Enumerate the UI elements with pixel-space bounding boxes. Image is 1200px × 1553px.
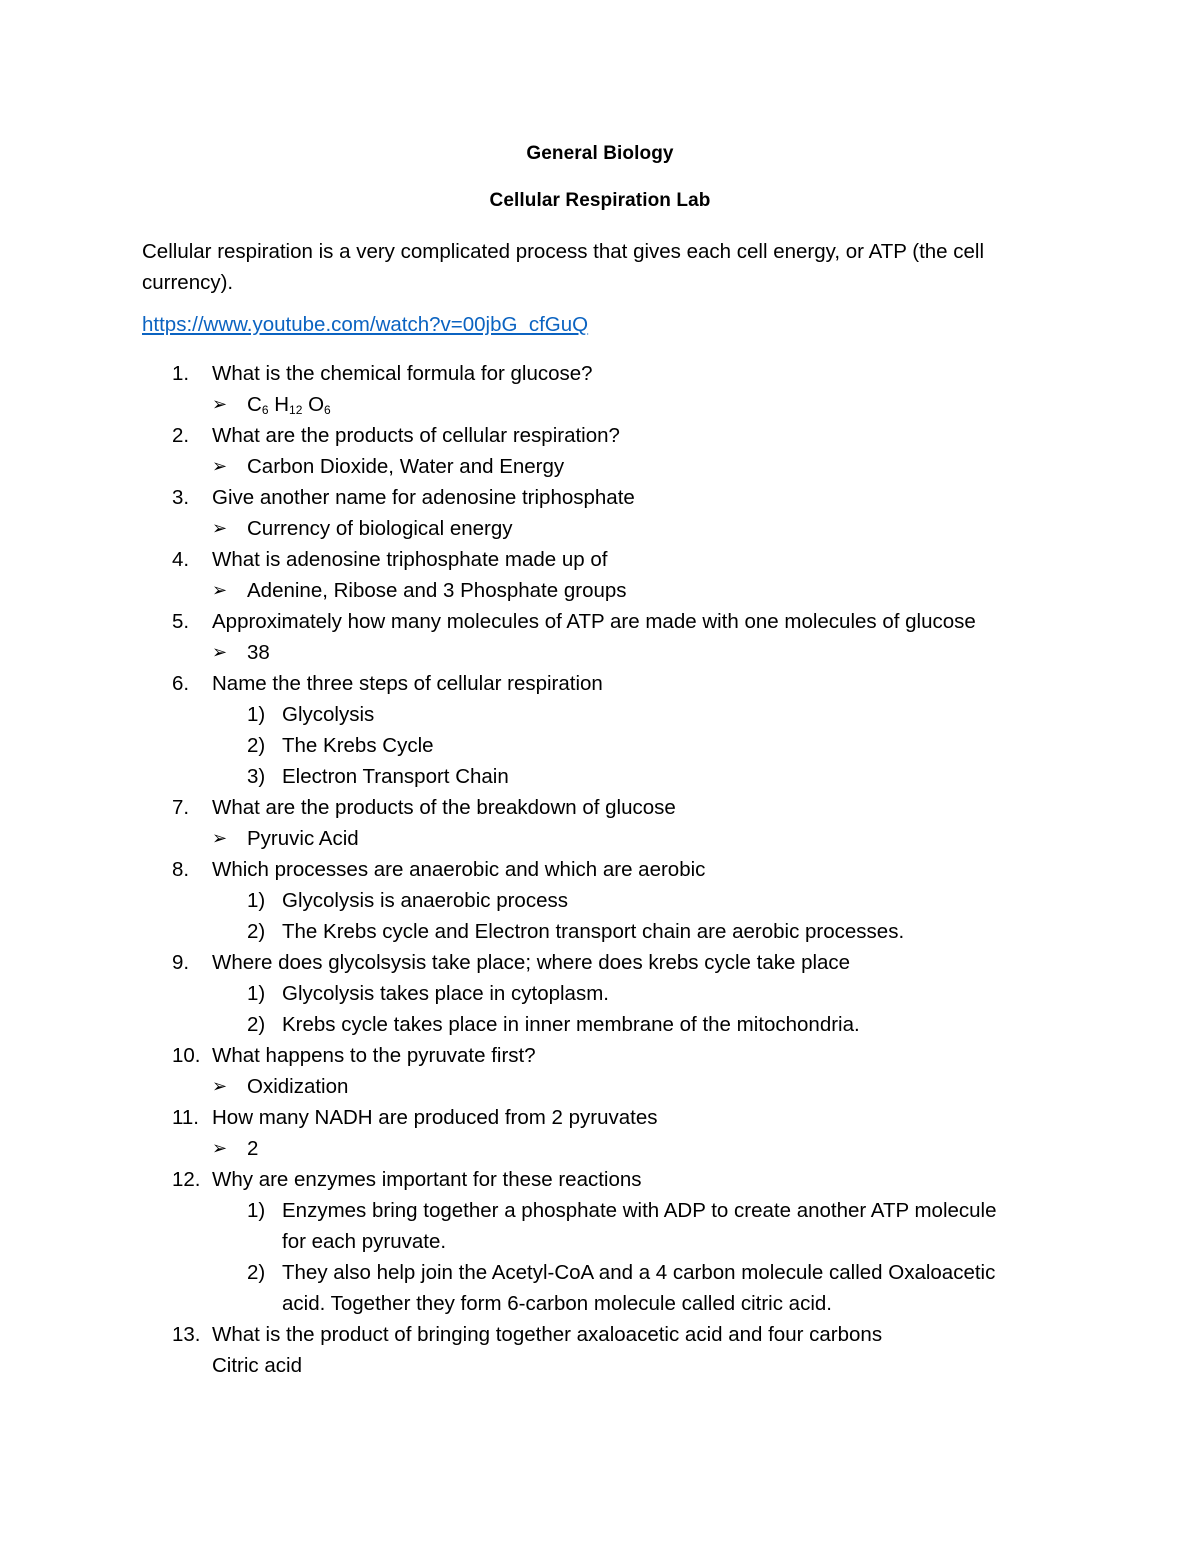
arrow-bullet-icon: ➢: [212, 828, 228, 848]
answer-text: Pyruvic Acid: [247, 827, 359, 850]
question-number: 11.: [172, 1106, 199, 1129]
question-row: [0, 1319, 1200, 1350]
sub-answer-continuation: [0, 1226, 1200, 1257]
question-row: [0, 792, 1200, 823]
question-number: 13.: [172, 1323, 201, 1346]
arrow-bullet-icon: ➢: [212, 518, 228, 538]
page-subtitle: Cellular Respiration Lab: [489, 190, 711, 211]
question-text: Which processes are anaerobic and which are aerobic: [212, 858, 706, 881]
sub-answer-row: [0, 885, 1200, 916]
question-number: 10.: [172, 1044, 201, 1067]
sub-answer-text: Glycolysis takes place in cytoplasm.: [282, 982, 609, 1005]
question-text: Name the three steps of cellular respiration: [212, 672, 603, 695]
sub-answer-number: 2): [247, 920, 266, 943]
glucose-formula: $C_6$ $H_{12}$ $O_6$: [247, 393, 331, 417]
sub-answer-row: [0, 1195, 1200, 1226]
sub-answer-number: 1): [247, 1199, 266, 1222]
answer-text: Carbon Dioxide, Water and Energy: [247, 455, 565, 478]
question-text: Why are enzymes important for these reactions: [212, 1168, 642, 1191]
intro-line-2: currency).: [142, 271, 234, 294]
answer-text: 38: [247, 641, 270, 664]
sub-answer-number: 1): [247, 889, 266, 912]
sub-answer-text: Krebs cycle takes place in inner membrane of the mitochondria.: [282, 1013, 860, 1036]
question-row: [0, 606, 1200, 637]
sub-answer-row: [0, 761, 1200, 792]
youtube-link[interactable]: https://www.youtube.com/watch?v=00jbG_cfGuQ: [142, 313, 589, 336]
question-row: [0, 358, 1200, 389]
sub-answer-text: for each pyruvate.: [282, 1230, 447, 1253]
question-number: 12.: [172, 1168, 201, 1191]
question-row: [0, 1102, 1200, 1133]
sub-answer-text: acid. Together they form 6-carbon molecule called citric acid.: [282, 1292, 832, 1315]
page-title: General Biology: [526, 143, 674, 164]
sub-answer-row: [0, 916, 1200, 947]
sub-answer-number: 2): [247, 734, 266, 757]
question-number: 1.: [172, 362, 190, 385]
sub-answer-text: Glycolysis: [282, 703, 375, 726]
question-text: What is the product of bringing together axaloacetic acid and four carbons: [212, 1323, 883, 1346]
answer-row: [0, 823, 1200, 854]
question-number: 9.: [172, 951, 190, 974]
question-row: [0, 854, 1200, 885]
answer-text: Currency of biological energy: [247, 517, 513, 540]
arrow-bullet-icon: ➢: [212, 580, 228, 600]
answer-text: Adenine, Ribose and 3 Phosphate groups: [247, 579, 627, 602]
arrow-bullet-icon: ➢: [212, 394, 228, 414]
question-text: What happens to the pyruvate first?: [212, 1044, 536, 1067]
sub-answer-text: They also help join the Acetyl-CoA and a 4 carbon molecule called Oxaloacetic: [282, 1261, 996, 1284]
answer-text: 2: [247, 1137, 259, 1160]
answer-text: Citric acid: [212, 1354, 302, 1377]
sub-answer-row: [0, 699, 1200, 730]
sub-answer-number: 2): [247, 1261, 266, 1284]
question-text: What is adenosine triphosphate made up of: [212, 548, 608, 571]
sub-answer-text: The Krebs cycle and Electron transport chain are aerobic processes.: [282, 920, 905, 943]
sub-answer-number: 1): [247, 982, 266, 1005]
sub-answer-number: 3): [247, 765, 266, 788]
sub-answer-row: [0, 1257, 1200, 1288]
sub-answer-row: [0, 1009, 1200, 1040]
question-number: 4.: [172, 548, 190, 571]
intro-paragraph: [142, 236, 1052, 298]
sub-answer-text: Enzymes bring together a phosphate with ADP to create another ATP molecule: [282, 1199, 997, 1222]
answer-text: Oxidization: [247, 1075, 349, 1098]
arrow-bullet-icon: ➢: [212, 456, 228, 476]
sub-answer-number: 1): [247, 703, 266, 726]
question-row: [0, 544, 1200, 575]
question-row: [0, 1040, 1200, 1071]
question-number: 8.: [172, 858, 190, 881]
question-text: What are the products of cellular respiration?: [212, 424, 620, 447]
answer-row: [0, 1133, 1200, 1164]
question-text: Approximately how many molecules of ATP are made with one molecules of glucose: [212, 610, 976, 633]
question-number: 2.: [172, 424, 190, 447]
question-text: Where does glycolsysis take place; where does krebs cycle take place: [212, 951, 851, 974]
question-list: [0, 358, 1200, 1381]
question-row: [0, 482, 1200, 513]
answer-row: [0, 1071, 1200, 1102]
sub-answer-row: [0, 730, 1200, 761]
sub-answer-text: Glycolysis is anaerobic process: [282, 889, 568, 912]
question-text: Give another name for adenosine triphosphate: [212, 486, 635, 509]
question-row: [0, 1164, 1200, 1195]
answer-row: [0, 575, 1200, 606]
question-text: What is the chemical formula for glucose?: [212, 362, 593, 385]
question-number: 7.: [172, 796, 190, 819]
sub-answer-text: Electron Transport Chain: [282, 765, 509, 788]
answer-row: [0, 389, 1200, 420]
question-number: 5.: [172, 610, 190, 633]
question-text: How many NADH are produced from 2 pyruvates: [212, 1106, 658, 1129]
sub-answer-continuation: [0, 1288, 1200, 1319]
answer-row: [0, 1350, 1200, 1381]
answer-row: [0, 637, 1200, 668]
answer-row: [0, 451, 1200, 482]
answer-row: [0, 513, 1200, 544]
sub-answer-number: 2): [247, 1013, 266, 1036]
question-number: 6.: [172, 672, 190, 695]
question-row: [0, 420, 1200, 451]
question-row: [0, 947, 1200, 978]
question-number: 3.: [172, 486, 190, 509]
question-row: [0, 668, 1200, 699]
sub-answer-row: [0, 978, 1200, 1009]
intro-line-1: Cellular respiration is a very complicated process that gives each cell energy, or ATP (the cell: [142, 240, 985, 263]
arrow-bullet-icon: ➢: [212, 642, 228, 662]
question-text: What are the products of the breakdown of glucose: [212, 796, 676, 819]
arrow-bullet-icon: ➢: [212, 1138, 228, 1158]
arrow-bullet-icon: ➢: [212, 1076, 228, 1096]
sub-answer-text: The Krebs Cycle: [282, 734, 434, 757]
